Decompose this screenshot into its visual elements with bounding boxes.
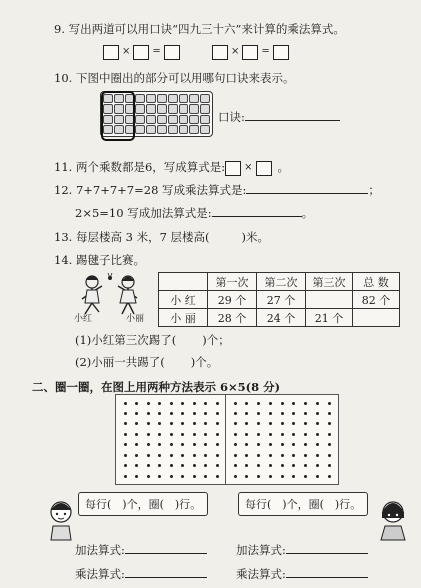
dot	[170, 402, 173, 405]
dot	[269, 454, 272, 457]
dot	[170, 422, 173, 425]
dot	[135, 422, 138, 425]
dot	[269, 412, 272, 415]
grid-square	[200, 104, 210, 113]
kick-score-table	[158, 272, 400, 327]
table-cell: 29 个	[208, 291, 257, 309]
q9-equation-2: × =	[212, 44, 289, 60]
dot	[158, 464, 161, 467]
grid-square	[157, 104, 167, 113]
dot	[193, 454, 196, 457]
dot	[170, 412, 173, 415]
dot	[135, 402, 138, 405]
question-9: 9. 写出两道可以用口诀“四九三十六”来计算的乘法算式。	[54, 22, 345, 36]
grid-square	[135, 115, 145, 124]
dot	[216, 475, 219, 478]
grid-square	[157, 125, 167, 134]
dot	[204, 402, 207, 405]
table-cell: 小 丽	[159, 309, 208, 327]
table-cell: 82 个	[353, 291, 400, 309]
dot	[281, 402, 284, 405]
dot	[158, 422, 161, 425]
dot	[147, 443, 150, 446]
dot	[316, 443, 319, 446]
grid-square	[168, 125, 178, 134]
label-xiaohong: 小红	[74, 314, 93, 324]
dot	[269, 443, 272, 446]
dot	[158, 412, 161, 415]
dot	[135, 475, 138, 478]
answer-blank[interactable]	[246, 193, 368, 194]
dot	[304, 454, 307, 457]
dot	[147, 454, 150, 457]
dot	[204, 443, 207, 446]
circled-part	[101, 91, 135, 141]
dot	[281, 443, 284, 446]
question-14-sub-1: (1)小红第三次踢了( )个；	[75, 333, 230, 347]
dot	[304, 422, 307, 425]
grid-square	[179, 125, 189, 134]
dot	[234, 433, 237, 436]
dot	[147, 433, 150, 436]
dot	[304, 464, 307, 467]
dot-array-left[interactable]	[115, 394, 227, 485]
dot	[204, 422, 207, 425]
answer-box[interactable]	[273, 45, 289, 60]
question-10: 10. 下图中圈出的部分可以用哪句口诀来表示。	[54, 71, 295, 85]
dot	[245, 475, 248, 478]
dot	[316, 402, 319, 405]
dot	[124, 443, 127, 446]
grid-square	[146, 125, 156, 134]
dot	[135, 464, 138, 467]
dot	[281, 433, 284, 436]
dot	[328, 412, 331, 415]
dot	[204, 433, 207, 436]
dot	[292, 443, 295, 446]
dot	[281, 454, 284, 457]
dot	[147, 422, 150, 425]
dot	[245, 402, 248, 405]
dot	[234, 422, 237, 425]
q9-equation-1: × =	[103, 44, 180, 60]
answer-box[interactable]	[242, 45, 258, 60]
dot	[193, 412, 196, 415]
grid-square	[146, 115, 156, 124]
question-14: 14. 踢毽子比赛。	[54, 253, 145, 267]
table-cell: 24 个	[257, 309, 306, 327]
table-cell: 28 个	[208, 309, 257, 327]
question-14-sub-2: (2)小丽一共踢了( )个。	[75, 355, 219, 369]
dot	[147, 475, 150, 478]
grid-square	[135, 94, 145, 103]
dot	[304, 402, 307, 405]
dot	[181, 475, 184, 478]
dot	[257, 464, 260, 467]
label-xiaoli: 小丽	[126, 314, 145, 324]
dot	[204, 454, 207, 457]
dot	[216, 433, 219, 436]
answer-box[interactable]	[164, 45, 180, 60]
dot	[234, 464, 237, 467]
dot	[304, 475, 307, 478]
dot	[257, 402, 260, 405]
dot	[257, 443, 260, 446]
grid-square	[146, 94, 156, 103]
dot	[158, 454, 161, 457]
table-header-cell: 第二次	[257, 273, 306, 291]
child-right-illustration	[376, 500, 410, 542]
dot	[216, 402, 219, 405]
dot	[292, 422, 295, 425]
dot	[304, 443, 307, 446]
answer-box[interactable]	[212, 45, 228, 60]
speech-bubble-right: 每行( )个，圈( )行。	[238, 492, 368, 516]
answer-box[interactable]	[133, 45, 149, 60]
dot	[193, 422, 196, 425]
dot	[292, 475, 295, 478]
dot	[216, 443, 219, 446]
speech-bubble-left: 每行( )个，圈( )行。	[78, 492, 208, 516]
dot	[234, 454, 237, 457]
table-cell: 小 红	[159, 291, 208, 309]
left-multiplication-answer: 乘法算式:	[75, 567, 207, 581]
dot	[147, 464, 150, 467]
dot	[316, 412, 319, 415]
q10-answer-line	[218, 110, 340, 124]
section-2-title: 二、圈一圈，在图上用两种方法表示 6×5(8 分)	[32, 380, 281, 394]
dot	[245, 412, 248, 415]
dot	[204, 412, 207, 415]
dot	[257, 454, 260, 457]
child-left-illustration	[44, 500, 78, 542]
dot	[292, 433, 295, 436]
table-cell	[159, 273, 208, 291]
dot	[292, 412, 295, 415]
dot	[170, 464, 173, 467]
grid-square	[157, 115, 167, 124]
dot	[158, 433, 161, 436]
table-row	[159, 309, 400, 327]
table-cell: 27 个	[257, 291, 306, 309]
dot	[281, 412, 284, 415]
dot	[147, 402, 150, 405]
grid-square	[189, 94, 199, 103]
grid-square	[157, 94, 167, 103]
grid-square	[189, 104, 199, 113]
grid-square	[168, 104, 178, 113]
formula-label: 口诀:	[218, 110, 245, 124]
dot	[124, 464, 127, 467]
dot	[316, 422, 319, 425]
answer-blank[interactable]	[245, 120, 340, 121]
dot	[316, 464, 319, 467]
grid-square	[200, 115, 210, 124]
question-12-line-2: 2×5=10 写成加法算式是: 。	[75, 206, 314, 220]
dot	[181, 464, 184, 467]
dot	[245, 454, 248, 457]
dot	[328, 402, 331, 405]
answer-blank[interactable]	[125, 577, 207, 578]
grid-square	[168, 94, 178, 103]
dot	[204, 464, 207, 467]
grid-square	[168, 115, 178, 124]
dot	[257, 433, 260, 436]
grid-square	[200, 125, 210, 134]
dot	[124, 433, 127, 436]
dot	[135, 443, 138, 446]
dot	[193, 433, 196, 436]
dot	[158, 402, 161, 405]
dot	[304, 433, 307, 436]
answer-blank[interactable]	[125, 553, 207, 554]
dot	[181, 402, 184, 405]
dot	[147, 412, 150, 415]
dot	[135, 412, 138, 415]
dot	[316, 433, 319, 436]
dot	[316, 454, 319, 457]
dot	[158, 475, 161, 478]
table-header-cell: 第一次	[208, 273, 257, 291]
dot	[245, 464, 248, 467]
dot	[316, 475, 319, 478]
dot	[170, 454, 173, 457]
dot	[170, 475, 173, 478]
answer-blank[interactable]	[286, 577, 368, 578]
dot	[245, 443, 248, 446]
grid-square	[200, 94, 210, 103]
dot	[257, 412, 260, 415]
dot	[328, 475, 331, 478]
dot	[328, 422, 331, 425]
dot	[281, 475, 284, 478]
right-multiplication-answer: 乘法算式:	[236, 567, 368, 581]
answer-box[interactable]	[256, 161, 272, 176]
dot	[269, 464, 272, 467]
dot	[269, 422, 272, 425]
dot	[257, 422, 260, 425]
dot	[234, 443, 237, 446]
dot	[193, 475, 196, 478]
dot	[269, 475, 272, 478]
dot	[124, 402, 127, 405]
table-header-row	[159, 273, 400, 291]
dot	[281, 464, 284, 467]
dot	[292, 402, 295, 405]
dot	[245, 422, 248, 425]
answer-box[interactable]	[103, 45, 119, 60]
grid-square	[179, 115, 189, 124]
dot	[181, 412, 184, 415]
dot	[135, 433, 138, 436]
dot	[328, 433, 331, 436]
dot	[269, 402, 272, 405]
dot	[170, 443, 173, 446]
dot	[170, 433, 173, 436]
dot	[124, 412, 127, 415]
dot	[216, 454, 219, 457]
dot	[193, 464, 196, 467]
dot	[124, 454, 127, 457]
dot	[245, 433, 248, 436]
dot	[193, 443, 196, 446]
dot	[181, 422, 184, 425]
dot-array-right[interactable]	[225, 394, 339, 485]
dot	[328, 443, 331, 446]
dot	[216, 412, 219, 415]
dot	[281, 422, 284, 425]
dot	[292, 464, 295, 467]
table-cell: 21 个	[306, 309, 353, 327]
dot	[234, 475, 237, 478]
dot	[124, 475, 127, 478]
dot	[234, 402, 237, 405]
dot	[181, 443, 184, 446]
left-addition-answer: 加法算式:	[75, 543, 207, 557]
grid-square	[179, 94, 189, 103]
grid-square	[179, 104, 189, 113]
grid-square	[189, 115, 199, 124]
grid-square	[135, 125, 145, 134]
dot	[216, 422, 219, 425]
dot	[234, 412, 237, 415]
grid-square	[135, 104, 145, 113]
table-row	[159, 291, 400, 309]
question-13: 13. 每层楼高 3 米，7 层楼高( )米。	[54, 230, 270, 244]
table-cell[interactable]	[353, 309, 400, 327]
right-addition-answer: 加法算式:	[236, 543, 368, 557]
dot	[193, 402, 196, 405]
dot	[181, 433, 184, 436]
dot	[158, 443, 161, 446]
grid-square	[189, 125, 199, 134]
table-header-cell: 总 数	[353, 273, 400, 291]
grid-square	[146, 104, 156, 113]
question-12-line-1: 12. 7+7+7+7=28 写成乘法算式是: ；	[54, 183, 380, 197]
answer-blank[interactable]	[212, 216, 302, 217]
dot	[304, 412, 307, 415]
dot	[292, 454, 295, 457]
dot	[328, 464, 331, 467]
answer-box[interactable]	[225, 161, 241, 176]
dot	[124, 422, 127, 425]
dot	[135, 454, 138, 457]
dot	[257, 475, 260, 478]
dot	[204, 475, 207, 478]
answer-blank[interactable]	[286, 553, 368, 554]
dot	[216, 464, 219, 467]
question-11: 11. 两个乘数都是6，写成算式是: × 。	[54, 160, 290, 174]
dot	[328, 454, 331, 457]
table-cell[interactable]	[306, 291, 353, 309]
table-header-cell: 第三次	[306, 273, 353, 291]
dot	[269, 433, 272, 436]
dot	[181, 454, 184, 457]
